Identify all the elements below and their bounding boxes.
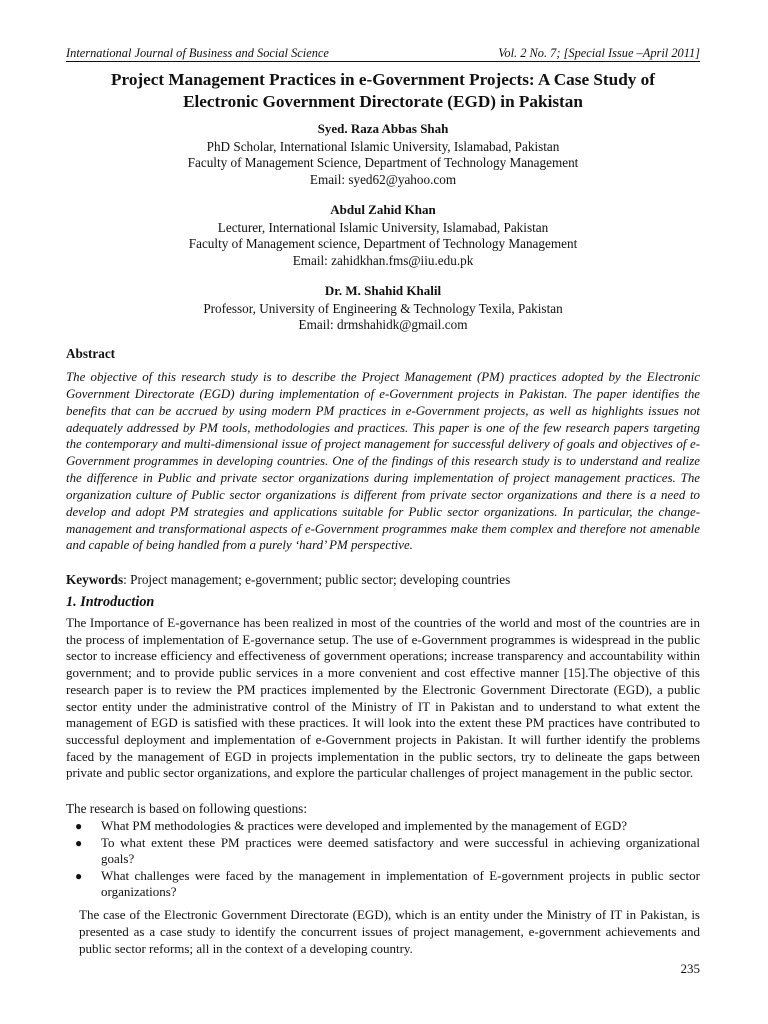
keywords-text: : Project management; e-government; public sector; developing countries bbox=[123, 572, 511, 587]
journal-name: International Journal of Business and Social Science bbox=[66, 46, 329, 60]
author-department: Faculty of Management Science, Department of Technology Management bbox=[187, 155, 579, 170]
abstract-heading: Abstract bbox=[66, 346, 116, 361]
author-name: Syed. Raza Abbas Shah bbox=[317, 121, 449, 136]
author-name: Dr. M. Shahid Khalil bbox=[324, 283, 442, 298]
running-header bbox=[66, 46, 700, 62]
title-line-1: Project Management Practices in e-Government Projects: A Case Study of bbox=[111, 70, 655, 89]
bullet-icon: ● bbox=[75, 819, 83, 833]
bullet-icon: ● bbox=[75, 835, 83, 850]
list-item bbox=[66, 835, 700, 868]
author-affiliation: Professor, University of Engineering & Technology Texila, Pakistan bbox=[203, 300, 563, 316]
paper-title bbox=[66, 69, 700, 113]
author-department: Faculty of Management science, Department of Technology Management bbox=[188, 236, 578, 251]
keywords bbox=[66, 572, 700, 588]
author-email: Email: syed62@yahoo.com bbox=[309, 171, 457, 187]
bullet-icon: ● bbox=[75, 868, 83, 883]
question-text: To what extent these PM practices were deemed satisfactory and were successful in achieving organizational goals? bbox=[101, 834, 700, 866]
case-paragraph: The case of the Electronic Government Directorate (EGD), which is an entity under the Ministry of IT in Pakistan, is presented as a case study to identify the concurrent issues of project management, e-government achievements and public sector reforms; all in the context of a developing country. bbox=[79, 907, 700, 956]
author-name: Abdul Zahid Khan bbox=[330, 202, 436, 217]
issue-info: Vol. 2 No. 7; [Special Issue –April 2011] bbox=[498, 46, 700, 60]
list-item bbox=[66, 868, 700, 901]
author-email: Email: drmshahidk@gmail.com bbox=[298, 317, 468, 332]
author-1 bbox=[66, 121, 700, 188]
introduction-body: The Importance of E-governance has been realized in most of the countries of the world and most of the countries are in the process of implementation of E-governance setup. The use of e-Government programmes is widespread in the public sector to increase efficiency and effectiveness of government operations; increase transparency and accountability within government; and to provide public services in a more convenient and cost effective manner [15].The objective of this research paper is to review the PM practices implemented by the Electronic Government Directorate (EGD), a public sector entity under the administrative control of the Ministry of IT in Pakistan and to understand to what extent the management of EGD is satisfied with these practices. It will look into the extent these PM practices have contributed to successful deployment and implementation of e-Government projects in Pakistan. It will further identify the problems faced by the management of EGD in projects implementation in the public sectors, try to delineate the gaps between private and public sector organizations, and explore the particular challenges of project management in the public sector. bbox=[66, 615, 700, 781]
section-heading-introduction: 1. Introduction bbox=[66, 594, 155, 610]
questions-lead: The research is based on following questions: bbox=[66, 801, 307, 816]
author-affiliation: PhD Scholar, International Islamic University, Islamabad, Pakistan bbox=[206, 138, 560, 154]
research-questions-list bbox=[66, 818, 700, 901]
title-line-2: Electronic Government Directorate (EGD) in Pakistan bbox=[183, 92, 583, 111]
abstract-body: The objective of this research study is to describe the Project Management (PM) practices adopted by the Electronic Government Directorate (EGD) during implementation of e-Government projects in Pakistan. The paper identifies the benefits that can be accrued by using modern PM practices in e-Government projects, as well as highlights issues not adequately addressed by PM tools, methodologies and practices. This paper is one of the few research papers targeting the contemporary and multi-dimensional issue of project management for successful delivery of goals and objectives of e-Government programmes in developing countries. One of the findings of this research study is to understand and realize the difference in Public and private sector organizations during implementation of project management practices. The organization culture of Public sector organizations is different from private sector organizations and there is a need to develop and adopt PM strategies and applications suitable for Public sector organizations. In particular, the change-management and transformational aspects of e-Government programmes make them complex and therefore not amenable and capable of being handled from a purely ‘hard’ PM perspective. bbox=[66, 370, 700, 553]
question-text: What challenges were faced by the management in implementation of E-government projects in public sector organizations? bbox=[101, 867, 700, 899]
author-block bbox=[66, 121, 700, 348]
keywords-label: Keywords bbox=[66, 572, 124, 587]
author-email: Email: zahidkhan.fms@iiu.edu.pk bbox=[292, 252, 474, 268]
list-item bbox=[66, 818, 700, 835]
page-number: 235 bbox=[680, 961, 700, 976]
question-text: What PM methodologies & practices were developed and implemented by the management of EGD? bbox=[101, 818, 627, 833]
author-2 bbox=[66, 202, 700, 269]
author-3 bbox=[66, 283, 700, 334]
author-affiliation: Lecturer, International Islamic University, Islamabad, Pakistan bbox=[217, 219, 549, 235]
